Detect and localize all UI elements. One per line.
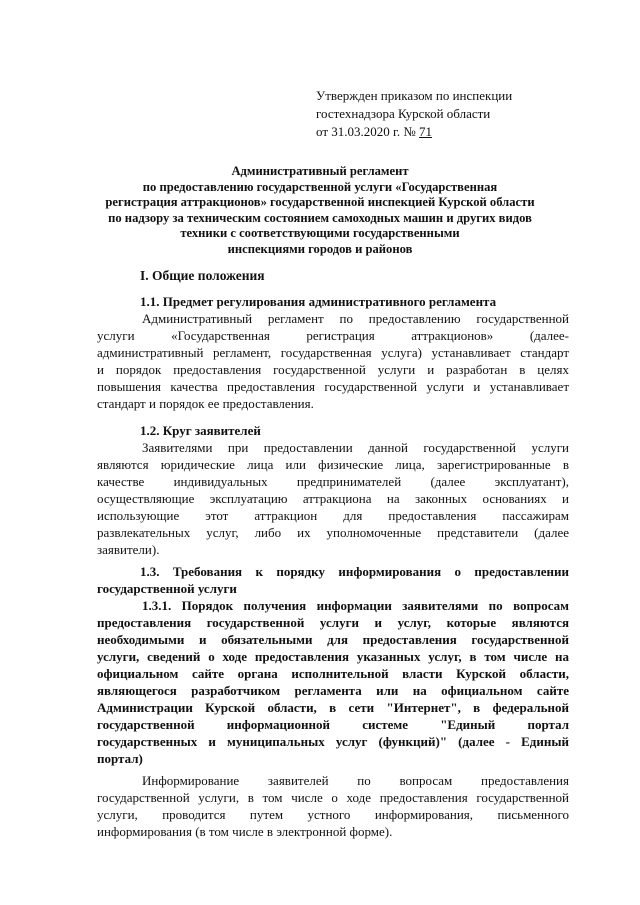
approval-line: гостехнадзора Курской области (316, 106, 491, 121)
subsection-1-1: 1.1. Предмет регулирования административного регламента Административный регламент по предоставлению государственной услуги «Государственная регистрация аттракционов» (далее- административный регламент, государственная услуга) устанавливает стандарт и порядок предоставления государственной услуги и разработан в целях повышения качества предоставления государственной услуги и устанавливает стандарт и порядок ее предоставления. (97, 294, 569, 411)
section-heading: I. Общие положения (140, 268, 265, 283)
subsection-heading: 1.1. Предмет регулирования административного регламента (140, 294, 497, 309)
subsection-heading: 1.2. Круг заявителей (140, 423, 261, 438)
order-number: 71 (419, 124, 433, 139)
approval-line: от 31.03.2020 г. № 71 (316, 124, 433, 139)
subsection-heading: 1.3. Требования к порядку информирования о предоставлении (140, 564, 569, 579)
approval-line: Утвержден приказом по инспекции (316, 88, 513, 103)
subsection-1-3: 1.3. Требования к порядку информирования о предоставлении государственной услуги 1.3.1. Порядок получения информации заявителями по вопросам предоставления государственной услуги и услуг, которые являются необходимыми и обязательными для предоставления государственной услуги, сведений о ходе предоставления указанных услуг, в том числе на официальном сайте органа исполнительной власти Курской области, являющегося разработчиком регламента или на официальном сайте Администрации Курской области, в сети "Интернет", в федеральной государственной информационной системе "Единый портал государственных и муниципальных услуг (функций)" (далее - Единый портал) (97, 564, 569, 766)
subsection-1-2: 1.2. Круг заявителей Заявителями при предоставлении данной государственной услуги являются юридические лица или физические лица, зарегистрированные в качестве индивидуальных предпринимателей (далее эксплуатант), осуществляющие эксплуатацию аттракциона на законных основаниях и использующие этот аттракцион для предоставления пассажирам развлекательных услуг, либо их уполномоченные представители (далее заявители). (97, 423, 569, 557)
approval-stamp (316, 87, 556, 141)
informing-paragraph: Информирование заявителей по вопросам предоставления государственной услуги, в том числе о ходе предоставления государственной услуги, проводится путем устного информирования, письменного информирования (в том числе в электронной форме). (97, 773, 569, 839)
document-title: Административный регламент по предоставлению государственной услуги «Государственная регистрация аттракционов» государственной инспекцией Курской области по надзору за техническим состоянием самоходных машин и других видов техники с соответствующими государственными инспекциями городов и районов (105, 164, 535, 256)
